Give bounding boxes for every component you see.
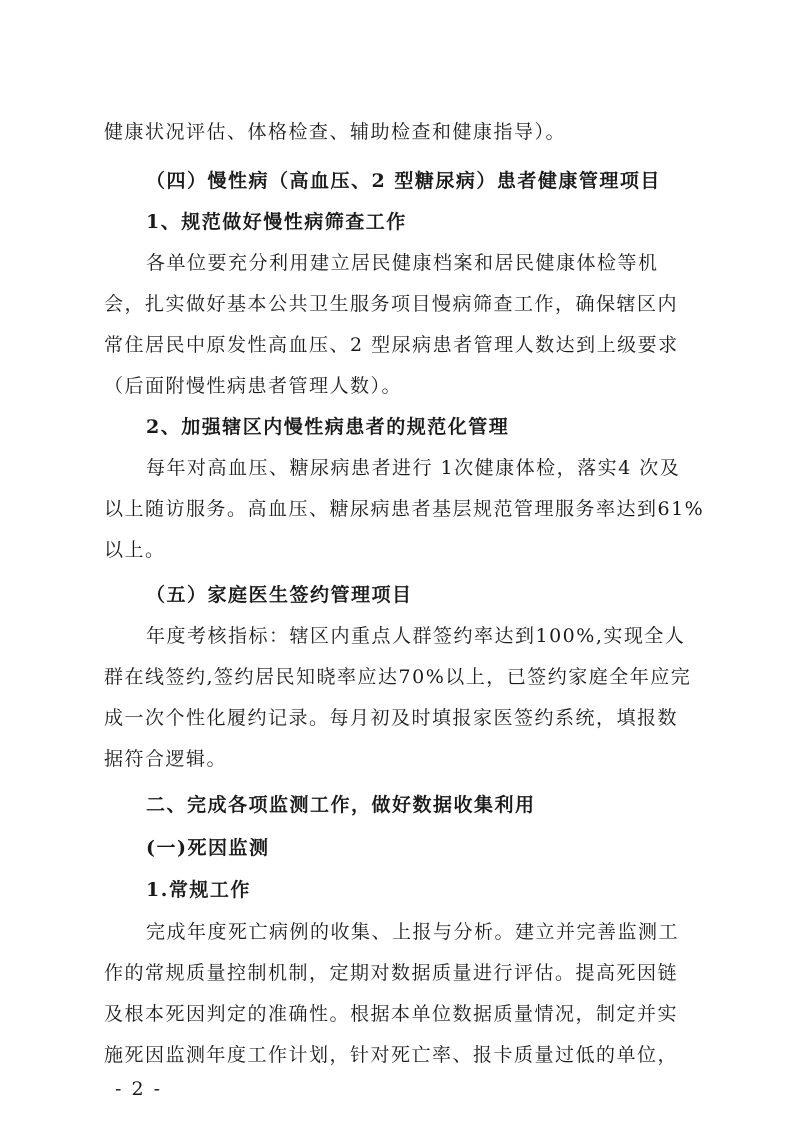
text-line: 施死因监测年度工作计划，针对死亡率、报卡质量过低的单位， (104, 1044, 679, 1066)
text-line: 常住居民中原发性高血压、2 型尿病患者管理人数达到上级要求 (104, 334, 679, 356)
section-heading: （五）家庭医生签约管理项目 (146, 584, 413, 606)
text-line: 及根本死因判定的准确性。根据本单位数据质量情况，制定并实 (104, 1003, 679, 1025)
subsection-heading: 1.常规工作 (146, 879, 251, 901)
text-line: 群在线签约,签约居民知晓率应达70%以上，已签约家庭全年应完 (104, 666, 692, 688)
text-line: 健康状况评估、体格检查、辅助检查和健康指导）。 (104, 121, 567, 143)
text-line: 以上随访服务。高血压、糖尿病患者基层规范管理服务率达到61% (104, 498, 705, 520)
text-line: 每年对高血压、糖尿病患者进行 1次健康体检，落实4 次及 (146, 457, 681, 479)
text-line: 以上。 (104, 539, 166, 561)
chapter-heading: 二、完成各项监测工作，做好数据收集利用 (146, 794, 536, 816)
section-heading: (一)死因监测 (146, 837, 270, 859)
text-line: 作的常规质量控制机制，定期对数据质量进行评估。提高死因链 (104, 962, 679, 984)
text-line: 各单位要充分利用建立居民健康档案和居民健康体检等机 (146, 252, 659, 274)
text-line: （后面附慢性病患者管理人数）。 (104, 375, 403, 397)
subsection-heading: 1、规范做好慢性病筛查工作 (146, 211, 407, 233)
subsection-heading: 2、加强辖区内慢性病患者的规范化管理 (146, 416, 510, 438)
text-line: 成一次个性化履约记录。每月初及时填报家医签约系统，填报数 (104, 707, 679, 729)
section-heading: （四）慢性病（高血压、2 型糖尿病）患者健康管理项目 (146, 170, 661, 192)
text-line: 据符合逻辑。 (104, 748, 228, 770)
text-line: 年度考核指标：辖区内重点人群签约率达到100%,实现全人 (146, 625, 686, 647)
page-number: - 2 - (115, 1078, 163, 1100)
text-line: 完成年度死亡病例的收集、上报与分析。建立并完善监测工 (146, 921, 680, 943)
text-line: 会，扎实做好基本公共卫生服务项目慢病筛查工作，确保辖区内 (104, 293, 679, 315)
